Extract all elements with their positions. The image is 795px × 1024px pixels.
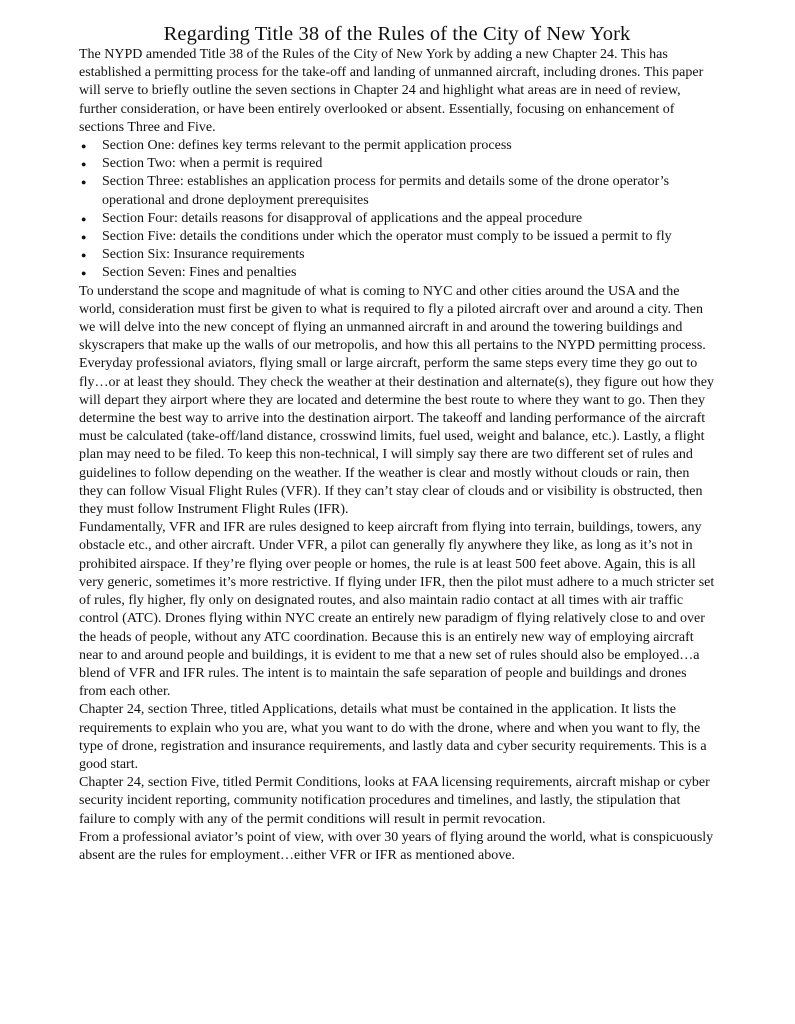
document-page <box>79 22 715 865</box>
list-item: ● Section Four: details reasons for disapproval of applications and the appeal procedure <box>79 210 715 228</box>
list-item: ● Section One: defines key terms relevant to the permit application process <box>79 137 715 155</box>
body-paragraph: Fundamentally, VFR and IFR are rules designed to keep aircraft from flying into terrain, buildings, towers, any obstacle etc., and other aircraft. Under VFR, a pilot can generally fly anywhere they like, as long as it’s not in prohibited airspace. If they’re flying over people or homes, the rule is at least 500 feet above. Again, this is all very generic, sometimes it’s more restrictive. If flying under IFR, then the pilot must adhere to a much stricter set of rules, fly higher, fly only on designated routes, and also maintain radio contact at all times with air traffic control (ATC). Drones flying within NYC create an entirely new paradigm of flying relatively close to and over the heads of people, without any ATC coordination. Because this is an entirely new way of employing aircraft near to and around people and buildings, it is evident to me that a new set of rules should also be employed…a blend of VFR and IFR rules. The intent is to maintain the safe separation of people and buildings and drones from each other. <box>79 520 715 700</box>
list-item: ● Section Six: Insurance requirements <box>79 246 715 264</box>
page-title: Regarding Title 38 of the Rules of the City of New York <box>163 23 631 45</box>
list-item: ● Section Three: establishes an application process for permits and details some of the drone operator’s operational and drone deployment prerequisites <box>79 173 715 209</box>
body-paragraph: Chapter 24, section Five, titled Permit Conditions, looks at FAA licensing requirements, aircraft mishap or cyber security incident reporting, community notification procedures and timelines, and lastly, the stipulation that failure to comply with any of the permit conditions will result in permit revocation. <box>79 775 710 827</box>
body-paragraph: Everyday professional aviators, flying small or large aircraft, perform the same steps every time they go out to fly…or at least they should. They check the weather at their destination and alternate(s), they figure out how they will depart they airport where they are located and determine the best route to where they want to go. Then they determine the best way to arrive into the destination airport. The takeoff and landing performance of the aircraft must be calculated (take-off/land distance, crosswind limits, fuel used, weight and balance, etc.). Lastly, a flight plan may need to be filed. To keep this non-technical, I will simply say there are two different set of rules and guidelines to follow depending on the weather. If the weather is clear and mostly without clouds or rain, then they can follow Visual Flight Rules (VFR). If they can’t stay clear of clouds and or visibility is obstructed, then they must follow Instrument Flight Rules (IFR). <box>79 356 714 518</box>
list-item: ● Section Five: details the conditions under which the operator must comply to be issued a permit to fly <box>79 228 715 246</box>
intro-paragraph: The NYPD amended Title 38 of the Rules of the City of New York by adding a new Chapter 24. This has established a permitting process for the take-off and landing of unmanned aircraft, including drones. This paper will serve to briefly outline the seven sections in Chapter 24 and highlight what areas are in need of review, further consideration, or have been entirely overlooked or absent. Essentially, focusing on enhancement of sections Three and Five. <box>79 47 704 135</box>
body-paragraph: Chapter 24, section Three, titled Applications, details what must be contained in the application. It lists the requirements to explain who you are, what you want to do with the drone, where and when you want to fly, the type of drone, registration and insurance requirements, and lastly data and cyber security requirements. This is a good start. <box>79 702 707 772</box>
list-item: ● Section Seven: Fines and penalties <box>79 264 715 282</box>
body-paragraph: To understand the scope and magnitude of what is coming to NYC and other cities around the USA and the world, consideration must first be given to what is required to fly a piloted aircraft over and around a city. Then we will delve into the new concept of flying an unmanned aircraft in and around the towering buildings and skyscrapers that make up the walls of our metropolis, and how this all pertains to the NYPD permitting process. <box>79 283 706 354</box>
sections-list <box>79 137 715 283</box>
list-item: ● Section Two: when a permit is required <box>79 155 715 173</box>
body-paragraph: From a professional aviator’s point of view, with over 30 years of flying around the world, what is conspicuously absent are the rules for employment…either VFR or IFR as mentioned above. <box>79 829 714 863</box>
